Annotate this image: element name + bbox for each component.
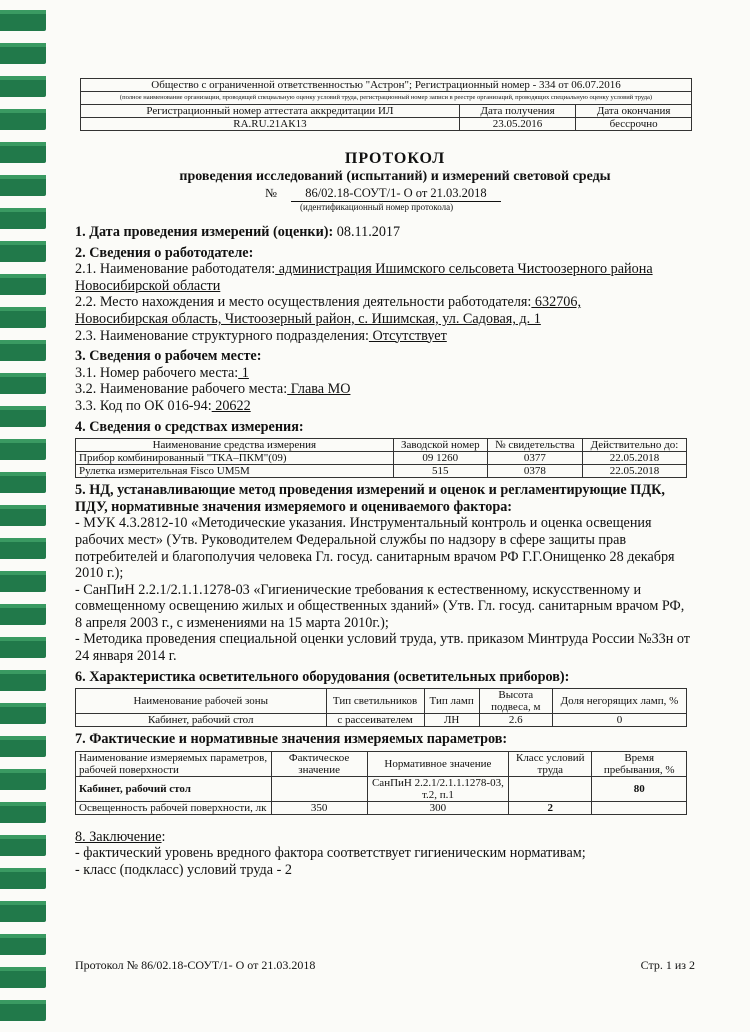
cell: Прибор комбинированный "ТКА–ПКМ"(09) [76, 452, 394, 465]
cell: 22.05.2018 [582, 452, 686, 465]
s8-heading-line [75, 829, 693, 846]
s6-col: Доля негорящих ламп, % [552, 689, 686, 714]
document-title [70, 150, 720, 185]
lighting-equipment-table [75, 688, 687, 727]
s2-l2-label: 2.2. Место нахождения и место осуществления деятельности работодателя: [75, 294, 532, 311]
s4-col-serial: Заводской номер [393, 439, 487, 452]
org-note: (полное наименование организации, проводящей специальную оценку условий труда, регистрационный номер записи в реестре организаций, проводящих специальную оценку условий труда) [81, 92, 692, 105]
s8-line2: - класс (подкласс) условий труда - 2 [75, 862, 292, 879]
s1-label: 1. Дата проведения измерений (оценки): [75, 224, 334, 240]
s7-col: Класс условий труда [509, 751, 592, 776]
cell: Освещенность рабочей поверхности, лк [76, 801, 272, 814]
table-row [76, 776, 687, 801]
title-protocol: ПРОТОКОЛ [344, 150, 446, 167]
table-row [76, 714, 687, 727]
s2-line1 [75, 261, 693, 278]
cell: Кабинет, рабочий стол [76, 714, 327, 727]
page-number: Стр. 1 из 2 [640, 958, 695, 972]
s2-line2 [75, 294, 693, 311]
cell [509, 776, 592, 801]
cert-number: RA.RU.21АК13 [81, 118, 460, 131]
cell: 09 1260 [393, 452, 487, 465]
cell: с рассеивателем [326, 714, 424, 727]
s5-item: - СанПиН 2.2.1/2.1.1.1278-03 «Гигиенические требования к естественному, искусственному и совмещенному освещению жилых и общественных зданий» (Утв. Гл. госуд. санитарным врачом РФ, 8 апреля 2003 г., с изменениями на 15 марта 2010г.); [75, 581, 685, 631]
cell: Кабинет, рабочий стол [76, 776, 272, 801]
title-subtitle: проведения исследований (испытаний) и измерений световой среды [179, 169, 611, 184]
s8-colon: : [161, 828, 166, 845]
s4-col-name: Наименование средства измерения [76, 439, 394, 452]
s2-l3-value: Отсутствует [368, 327, 447, 344]
s3-l3-label: 3.3. Код по ОК 016-94: [75, 397, 212, 414]
page-footer [75, 958, 695, 973]
cell: 0378 [487, 465, 582, 478]
cell: СанПиН 2.2.1/2.1.1.1278-03, т.2, п.1 [367, 776, 508, 801]
protocol-body [75, 220, 693, 879]
s4-col-cert: № свидетельства [487, 439, 582, 452]
cell: Рулетка измерительная Fisco UM5M [76, 465, 394, 478]
cell: 80 [592, 776, 687, 801]
s4-heading: 4. Сведения о средствах измерения: [75, 418, 304, 435]
s3-l2-label: 3.2. Наименование рабочего места: [75, 381, 288, 398]
s4-col-valid: Действительно до: [582, 439, 686, 452]
s6-col: Тип светильников [326, 689, 424, 714]
measurements-table [75, 751, 687, 815]
s3-l1-value: 1 [238, 364, 249, 381]
s7-col: Нормативное значение [367, 751, 508, 776]
cell [592, 801, 687, 814]
col-end: Дата окончания [576, 105, 692, 118]
cell: 515 [393, 465, 487, 478]
cell [271, 776, 367, 801]
s8-heading: 8. Заключение [75, 828, 162, 845]
cell: 0377 [487, 452, 582, 465]
s2-line1b [75, 278, 693, 295]
s2-line2b [75, 311, 693, 328]
s6-col: Высота подвеса, м [479, 689, 552, 714]
section-1 [75, 224, 693, 241]
s3-l3-value: 20622 [211, 397, 251, 414]
s2-l1-label: 2.1. Наименование работодателя: [75, 261, 276, 278]
s8-line1: - фактический уровень вредного фактора соответствует гигиеническим нормативам; [75, 845, 586, 862]
protocol-number: 86/02.18-СОУТ/1- О от 21.03.2018 [291, 186, 501, 202]
s2-line3 [75, 328, 693, 345]
s5-heading: 5. НД, устанавливающие метод проведения измерений и оценок и регламентирующие ПДК, ПДУ, нормативные значения измеряемого и оцениваемого фактора: [75, 482, 665, 515]
s3-line1 [75, 365, 693, 382]
instruments-table [75, 438, 687, 478]
s7-heading: 7. Фактические и нормативные значения измеряемых параметров: [75, 731, 508, 748]
s7-col: Фактическое значение [271, 751, 367, 776]
cell: 2.6 [479, 714, 552, 727]
cell: 22.05.2018 [582, 465, 686, 478]
s1-value: 08.11.2017 [333, 224, 401, 240]
s3-heading: 3. Сведения о рабочем месте: [75, 348, 262, 365]
org-name: Общество с ограниченной ответственностью "Астрон"; Регистрационный номер - 334 от 06.07.2016 [81, 79, 692, 92]
s2-l2-value: 632706, [531, 294, 582, 311]
spiral-binding [0, 0, 48, 1032]
cell: 300 [367, 801, 508, 814]
table-row [76, 801, 687, 814]
s2-l3-label: 2.3. Наименование структурного подразделения: [75, 327, 369, 344]
protocol-id-note: (идентификационный номер протокола) [300, 202, 454, 212]
s7-col: Время пребывания, % [592, 751, 687, 776]
col-cert: Регистрационный номер аттестата аккредитации ИЛ [81, 105, 460, 118]
table-row [76, 465, 687, 478]
protocol-number-line [265, 186, 501, 202]
footer-protocol: Протокол № 86/02.18-СОУТ/1- О от 21.03.2018 [75, 958, 316, 972]
s6-col: Наименование рабочей зоны [76, 689, 327, 714]
table-row [76, 452, 687, 465]
cell: 350 [271, 801, 367, 814]
s6-col: Тип ламп [424, 689, 479, 714]
s7-col: Наименование измеряемых параметров, рабочей поверхности [76, 751, 272, 776]
number-sign: № [265, 186, 277, 200]
s2-l1-value: администрация Ишимского сельсовета Чистоозерного района [275, 261, 653, 278]
s6-heading: 6. Характеристика осветительного оборудования (осветительных приборов): [75, 668, 570, 685]
received-date: 23.05.2016 [459, 118, 575, 131]
s3-line2 [75, 381, 693, 398]
s2-heading: 2. Сведения о работодателе: [75, 244, 254, 261]
s3-l1-label: 3.1. Номер рабочего места: [75, 364, 239, 381]
lab-header-table [80, 78, 692, 131]
cell: 0 [552, 714, 686, 727]
cell: ЛН [424, 714, 479, 727]
s5-item: - Методика проведения специальной оценки условий труда, утв. приказом Минтруда России №33н от 24 января 2014 г. [75, 631, 690, 665]
cell: 2 [509, 801, 592, 814]
end-date: бессрочно [576, 118, 692, 131]
s3-line3 [75, 398, 693, 415]
s2-l1-value2: Новосибирской области [75, 277, 221, 294]
s2-l2-value2: Новосибирская область, Чистоозерный район, с. Ишимская, ул. Садовая, д. 1 [75, 310, 541, 327]
s3-l2-value: Глава МО [287, 381, 351, 398]
s5-item: - МУК 4.3.2812-10 «Методические указания. Инструментальный контроль и оценка освещения рабочих мест» (Утв. Руководителем Федеральной службы по надзору в сфере защиты прав потребителей и благополучия человека Гл. госуд. санитарным врачом РФ Г.Г.Онищенко 28 декабря 2010 г.); [75, 515, 675, 582]
col-received: Дата получения [459, 105, 575, 118]
